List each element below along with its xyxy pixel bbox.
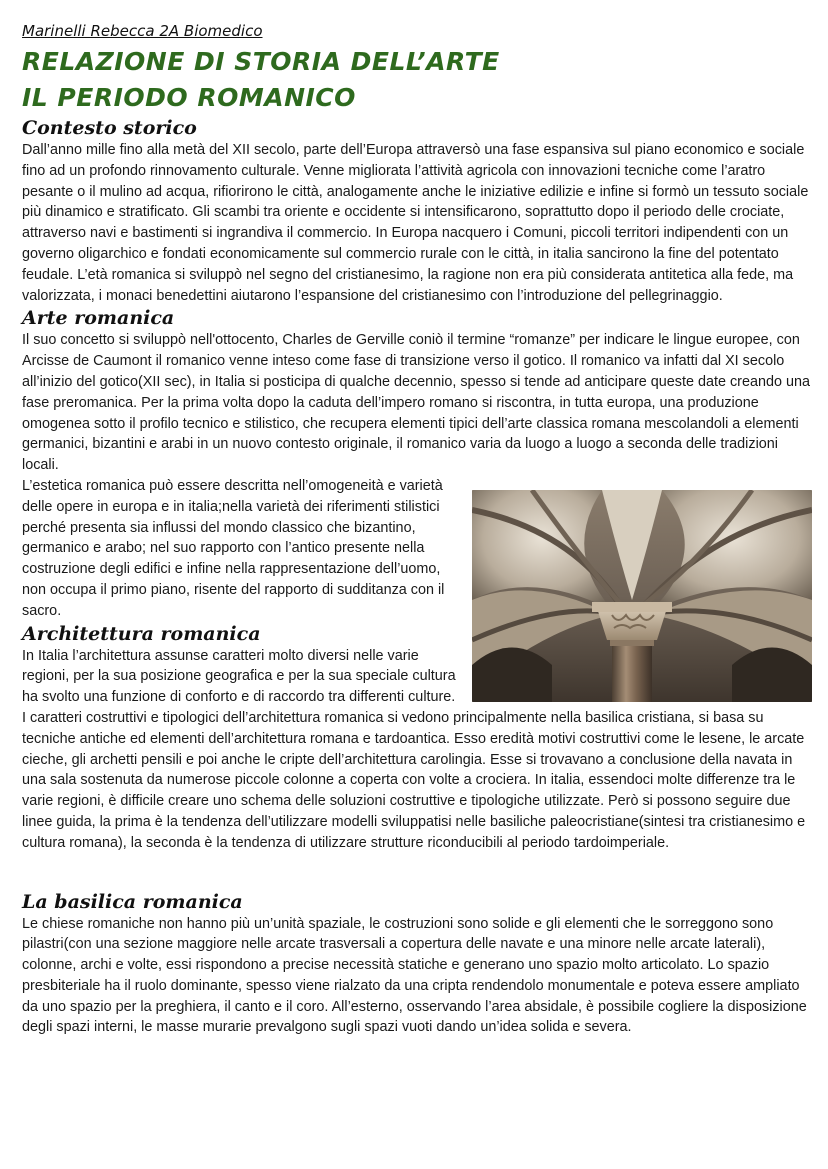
paragraph-architettura: In Italia l’architettura assunse caratteri molto diversi nelle varie regioni, per la sua posizione geografica e per la sua speciale cultura ha svolto una funzione di conforto e di raccordo tra differenti culture. I caratteri costruttivi e tipologici dell’architettura romanica si vedono principalmente nella basilica cristiana, si basa su tecniche antiche ed elementi dell’architettura romana e tardoantica. Esso eredità motivi costruttivi come le lesene, le arcate cieche, gli archetti pensili e poi anche le cripte dell’architettura carolingia. Esse si trovavano a conclusione della navata in una sala sostenuta da numerose piccole colonne a coperta con volte a crociera. In italia, essendoci molte differenze tra le varie regioni, è difficile creare uno schema delle soluzioni costruttive e tipologiche utilizzate. Però si possono seguire due linee guida, la prima è la tendenza dell’utilizzare modelli sviluppatisi nelle basiliche paleocristiane(sintesi tra cristianesimo e cultura romana), la seconda è la tendenza di utilizzare strutture riconducibili al periodo tardoimperiale. — [22, 647, 806, 851]
title-line-1: RELAZIONE DI STORIA DELL’ARTE — [22, 47, 500, 76]
paragraph-contesto: Dall’anno mille fino alla metà del XII secolo, parte dell’Europa attraversò una fase espansiva sul piano economico e sociale fino ad un profondo rinnovamento culturale. Venne migliorata l’attività agricola con innovazioni tecniche come l’aratro pesante o il mulino ad acqua, rifiorirono le città, analogamente anche le iniziative edilizie e infine si formò un tessuto sociale più dinamico e stratificato. Gli scambi tra oriente e occidente si intensificarono, soprattutto dopo il periodo delle crociate, attraverso navi e bastimenti si ingrandiva il commercio. In Europa nacquero i Comuni, piccoli territori indipendenti con un governo oligarchico e fondati economicamente sul commercio rurale con le città, in italia sancirono la fine del potentato feudale. L’età romanica si sviluppò nel segno del cristianesimo, la ragione non era più considerata antitetica alla fede, ma valorizzata, i monaci benedettini aiutarono l’espansione del cristianesimo con l’introduzione del pellegrinaggio. — [22, 142, 809, 304]
paragraph-basilica: Le chiese romaniche non hanno più un’unità spaziale, le costruzioni sono solide e gli elementi che le sorreggono sono pilastri(con una sezione maggiore nelle arcate trasversali a copertura delle navate e una minore nelle arcate laterali), colonne, archi e volte, essi rispondono a precise necessità statiche e generano uno spazio molto articolato. Lo spazio presbiteriale ha il ruolo dominante, spesso viene rialzato da una cripta rendendolo monumentale e poteva essere ampliato da uno spazio per la preghiera, il canto e il coro. All’esterno, osservando l’area absidale, è possibile cogliere la disposizione degli spazi interni, le masse murarie prevalgono sugli spazi vuoti dando un’idea solida e severa. — [22, 915, 807, 1036]
section-title-basilica: La basilica romanica — [22, 890, 243, 913]
title-line-2: IL PERIODO ROMANICO — [22, 83, 356, 112]
document-page — [22, 22, 812, 1038]
section-title-contesto: Contesto storico — [22, 117, 197, 139]
section-title-arte: Arte romanica — [22, 307, 175, 330]
paragraph-arte-1: Il suo concetto si sviluppò nell'ottocento, Charles de Gerville coniò il termine “romanze” per indicare le lingue europee, con Arcisse de Caumont il romanico venne inteso come fase di transizione verso il gotico. Il romanico va infatti dal XI secolo all’inizio del gotico(XII sec), in Italia si posticipa di qualche decennio, spesso si tende ad anticipare queste date creando una fase preromanica. Per la prima volta dopo la caduta dell’impero romano si riscontra, in tutta europa, una produzione omogenea sotto il profilo tecnico e stilistico, che recupera elementi tipici dell’arte classica romana mescolandoli a elementi germanici, bizantini e arabi in un nuovo contesto originale, il romanico varia da luogo a luogo a seconda delle tradizioni locali. — [22, 332, 810, 474]
author-line: Marinelli Rebecca 2A Biomedico — [22, 22, 263, 40]
paragraph-arte-2: L’estetica romanica può essere descritta nell’omogeneità e varietà delle opere in europa e in italia;nella varietà dei riferimenti stilistici perché presenta sia influssi del mondo classico che bizantino, germanico e arabo; nel suo rapporto con l’antico presente nella costruzione degli edifici e infine nella rappresentazione dell’uomo, non occupa il primo piano, risente del rapporto di sudditanza con il sacro. — [22, 477, 445, 619]
section-spacer — [22, 854, 812, 890]
section-title-architettura: Architettura romanica — [22, 622, 261, 645]
crypt-vault-photo — [472, 490, 812, 702]
